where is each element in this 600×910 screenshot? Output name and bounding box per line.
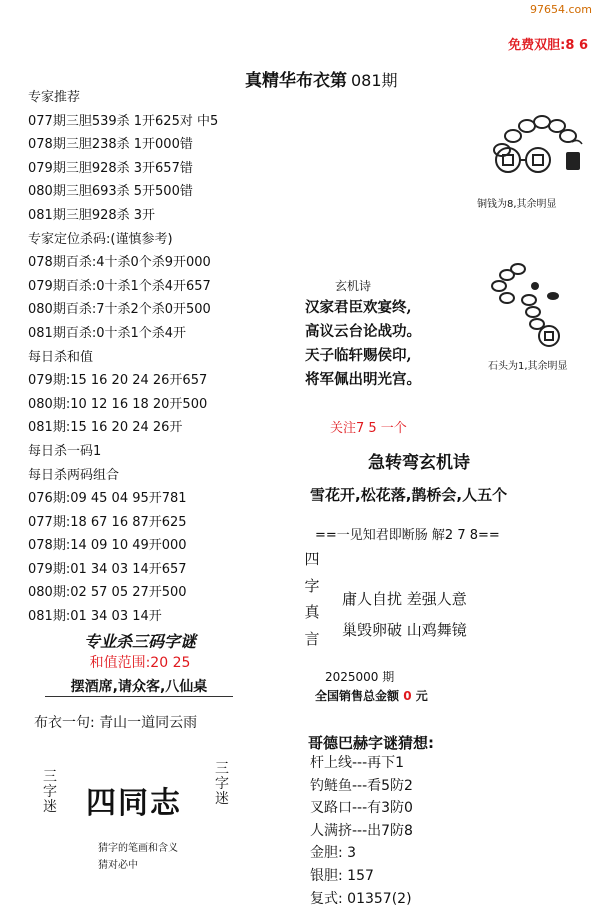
site-url[interactable]: 97654.com [530,3,592,16]
list-item: 复式: 01357(2) [310,890,412,907]
list-item: 080期三胆693杀 5开500错 [28,184,193,200]
sales-total [315,687,428,704]
four-char-line-2: 巢毁卵破 山鸡舞镜 [342,621,467,639]
buyi-line: 布衣一句: 青山一道同云雨 [34,715,198,731]
goldbach-list [310,752,413,910]
list-item: 杆上线---再下1 [310,755,405,771]
list-item: 金胆: 3 [310,845,357,862]
site-watermark-bar [0,0,600,22]
poem [305,296,421,392]
list-item: 081期三胆928杀 3开 [28,207,156,223]
list-item: 079期三胆928杀 3开657错 [28,160,193,176]
list-item: 081期百杀:0十杀1个杀4开 [28,325,187,341]
list-item: 077期:18 67 16 87开625 [28,514,187,530]
period-number: 2025000 期 [325,670,395,684]
list-item: 078期:14 09 10 49开000 [28,538,187,554]
four-same-riddle: 四同志 [86,786,182,821]
list-item: 078期三胆238杀 1开000错 [28,137,193,153]
poem-line: 汉家君臣欢宴终, [305,299,412,316]
list-item: 080期:10 12 16 18 20开500 [28,396,208,412]
list-item: 每日杀一码1 [28,443,102,459]
hint-line: 猜对必中 [98,860,138,871]
poem-line: 将军佩出明光宫。 [305,371,421,388]
list-item: 079期:01 34 03 14开657 [28,561,187,577]
stone-chain-icon [485,262,580,352]
poem-title: 玄机诗 [335,279,372,293]
sum-range: 和值范围:20 25 [89,655,191,671]
list-item: 人满挤---出7防8 [310,822,413,839]
title-main: 真精华布衣第 [245,71,347,91]
poem-line: 天子临轩赐侯印, [305,347,412,364]
list-item: 银胆: 157 [310,867,374,884]
four-char-line-1: 庸人自扰 差强人意 [342,590,467,608]
hint-line: 猜字的笔画和含义 [98,843,178,854]
sales-zero: 0 [403,689,412,703]
list-item: 每日杀和值 [28,349,94,365]
stone-caption: 石头为1,其余明显 [488,361,568,372]
list-item: 叉路口---有3防0 [310,800,413,817]
sales-prefix: 全国销售总金额 [315,689,404,703]
list-item: 077期三胆539杀 1开625对 中5 [28,113,219,129]
list-item: 078期百杀:4十杀0个杀9开000 [28,255,211,271]
side-label-right: 三字迷 [215,761,229,807]
list-item: 079期百杀:0十杀1个杀4开657 [28,278,211,294]
list-item: 076期:09 45 04 95开781 [28,491,187,507]
turn-title: 急转弯玄机诗 [368,453,470,473]
pro-riddle-heading: 专业杀三码字谜 [83,632,196,651]
page-title [245,66,398,91]
coin-caption: 铜钱为8,其余明显 [477,199,557,210]
sales-suffix: 元 [411,689,428,703]
list-item: 专家定位杀码:(谨慎参考) [28,231,173,247]
side-label-left: 三字迷 [43,769,57,815]
coin-chain-icon [480,112,600,194]
list-item: 080期百杀:7十杀2个杀0开500 [28,302,211,318]
list-item: 080期:02 57 05 27开500 [28,585,187,601]
list-item: 钓鲢鱼---看5防2 [310,777,413,794]
expert-list [28,86,218,629]
four-char-vertical: 四字真言 [304,550,320,648]
snow-line: 雪花开,松花落,鹊桥会,人五个 [310,486,508,504]
list-item: 每日杀两码组合 [28,467,120,483]
riddle-line: 摆酒席,请众客,八仙桌 [45,676,233,697]
seen-line: ==一见知君即断肠 解2 7 8== [315,528,500,543]
goldbach-title: 哥德巴赫字谜猜想: [308,734,434,752]
free-double-pick: 免费双胆:8 6 [508,38,588,53]
poem-line: 高议云台论战功。 [305,323,421,340]
attention-note: 关注7 5 一个 [330,421,407,436]
hint-text [98,840,178,874]
list-item: 专家推荐 [28,90,81,105]
list-item: 081期:01 34 03 14开 [28,609,162,625]
list-item: 081期:15 16 20 24 26开 [28,420,183,436]
list-item: 079期:15 16 20 24 26开657 [28,373,208,389]
title-issue: 081期 [351,71,398,90]
